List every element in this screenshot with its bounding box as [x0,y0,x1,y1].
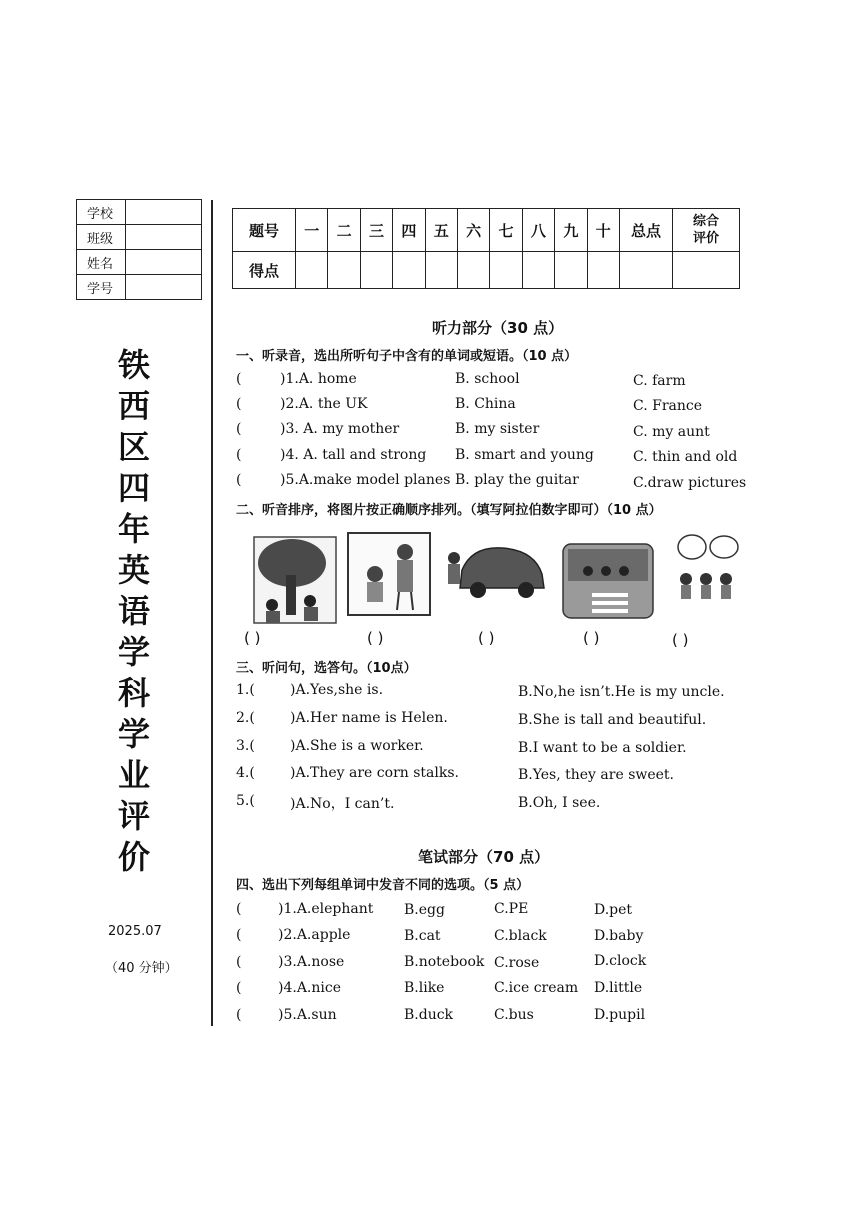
crosswalk-picture [562,543,654,619]
section3-title: 三、听问句，选答句。（10点） [236,661,417,676]
q1-option-a: )1.A. home [280,371,357,387]
score-cell[interactable] [457,252,489,289]
picture-order-blank[interactable]: ( ) [244,629,261,647]
answer-paren[interactable]: ( [236,901,242,917]
name-label: 姓名 [77,250,126,275]
student-id-field[interactable] [126,275,202,300]
score-col-8: 八 [522,209,554,252]
class-label: 班级 [77,225,126,250]
answer-paren[interactable]: ( [236,927,242,943]
p1-option-b: B.egg [404,902,445,918]
q2-answer-b: B.She is tall and beautiful. [518,712,707,728]
teacher-student-picture [347,532,431,616]
q4-option-b: B. smart and young [455,447,594,463]
q1-option-c: C. farm [633,373,686,389]
score-table [232,208,740,289]
q-number[interactable]: 4.( [236,765,255,781]
q4-option-c: C. thin and old [633,449,738,465]
school-field[interactable] [126,200,202,225]
score-cell[interactable] [490,252,522,289]
q5-option-a: )5.A.make model planes [280,472,451,488]
answer-paren[interactable]: ( [236,1007,242,1023]
car-repair-picture [442,540,548,602]
score-col-3: 三 [360,209,392,252]
answer-paren[interactable]: ( [236,371,242,387]
answer-paren[interactable]: ( [236,447,242,463]
title-char: 业 [117,756,150,794]
picture-order-blank[interactable]: ( ) [583,629,600,647]
q5-option-c: C.draw pictures [633,475,747,491]
p5-option-c: C.bus [494,1007,534,1023]
score-col-10: 十 [587,209,619,252]
q2-option-b: B. China [455,396,516,412]
q3-option-a: )3. A. my mother [280,421,400,437]
p5-option-d: D.pupil [594,1007,646,1023]
exam-date: 2025.07 [108,924,162,939]
q5-option-b: B. play the guitar [455,472,579,488]
name-field[interactable] [126,250,202,275]
score-col-1: 一 [296,209,328,252]
overall-line1: 综合 [692,214,719,229]
p1-option-c: C.PE [494,901,529,917]
class-field[interactable] [126,225,202,250]
score-cell[interactable] [393,252,425,289]
title-char: 四 [117,469,150,507]
exam-title-vertical [114,345,154,878]
p1-option-a: )1.A.elephant [278,901,374,917]
score-cell[interactable] [522,252,554,289]
score-cell[interactable] [360,252,392,289]
title-char: 铁 [117,346,150,384]
answer-paren[interactable]: ( [236,421,242,437]
picture-order-blank[interactable]: ( ) [672,631,689,649]
p5-option-a: )5.A.sun [278,1007,337,1023]
picture-order-blank[interactable]: ( ) [367,629,384,647]
score-header-label: 题号 [233,209,296,252]
score-cell[interactable] [673,252,740,289]
title-char: 英 [117,551,150,589]
score-cell[interactable] [425,252,457,289]
title-char: 价 [117,838,150,876]
title-char: 评 [117,797,150,835]
answer-paren[interactable]: ( [236,472,242,488]
tree-picnic-picture [252,535,338,625]
answer-paren[interactable]: ( [236,980,242,996]
q4-answer-a: )A.They are corn stalks. [290,765,459,781]
p3-option-c: C.rose [494,955,540,971]
q-number[interactable]: 5.( [236,793,255,809]
student-info-table [76,199,202,300]
score-col-5: 五 [425,209,457,252]
title-char: 区 [117,428,150,466]
p3-option-b: B.notebook [404,954,485,970]
q3-option-b: B. my sister [455,421,540,437]
listening-title: 听力部分（30 点） [432,319,564,337]
p5-option-b: B.duck [404,1007,454,1023]
p2-option-d: D.baby [594,928,644,944]
score-cell[interactable] [587,252,619,289]
school-label: 学校 [77,200,126,225]
p2-option-c: C.black [494,928,547,944]
title-char: 学 [117,715,150,753]
score-col-overall [673,209,740,252]
title-char: 科 [117,674,150,712]
score-col-2: 二 [328,209,360,252]
q2-answer-a: )A.Her name is Helen. [290,710,448,726]
score-row-label: 得点 [233,252,296,289]
section1-title: 一、听录音，选出所听句子中含有的单词或短语。（10 点） [236,349,578,364]
q4-option-a: )4. A. tall and strong [280,447,427,463]
q1-answer-b: B.No,he isn’t.He is my uncle. [518,684,725,700]
writing-title: 笔试部分（70 点） [418,848,550,866]
q5-answer-b: B.Oh, I see. [518,795,601,811]
q3-answer-b: B.I want to be a soldier. [518,740,687,756]
q-number[interactable]: 3.( [236,738,255,754]
score-col-6: 六 [457,209,489,252]
score-col-4: 四 [393,209,425,252]
p1-option-d: D.pet [594,902,633,918]
q4-answer-b: B.Yes, they are sweet. [518,767,675,783]
q-number[interactable]: 1.( [236,682,255,698]
p2-option-a: )2.A.apple [278,927,351,943]
q3-option-c: C. my aunt [633,424,710,440]
answer-paren[interactable]: ( [236,954,242,970]
student-id-label: 学号 [77,275,126,300]
q5-answer-a: )A.No，I can’t. [290,796,395,812]
q1-answer-a: )A.Yes,she is. [290,682,384,698]
margin-divider [211,200,213,1026]
p4-option-b: B.like [404,980,445,996]
p3-option-d: D.clock [594,953,647,969]
answer-paren[interactable]: ( [236,396,242,412]
children-thinking-picture [672,533,742,605]
score-cell[interactable] [328,252,360,289]
p2-option-b: B.cat [404,928,441,944]
score-col-total: 总点 [620,209,673,252]
score-cell[interactable] [555,252,587,289]
overall-line2: 评价 [692,231,719,246]
q1-option-b: B. school [455,371,520,387]
title-char: 学 [117,633,150,671]
score-col-9: 九 [555,209,587,252]
section4-title: 四、选出下列每组单词中发音不同的选项。（5 点） [236,878,530,893]
p4-option-a: )4.A.nice [278,980,341,996]
score-cell[interactable] [296,252,328,289]
title-char: 年 [117,510,150,548]
score-col-7: 七 [490,209,522,252]
title-char: 语 [117,592,150,630]
score-cell[interactable] [620,252,673,289]
q3-answer-a: )A.She is a worker. [290,738,424,754]
exam-duration: （40 分钟） [105,961,178,976]
picture-order-blank[interactable]: ( ) [478,629,495,647]
p4-option-d: D.little [594,980,643,996]
title-char: 西 [117,387,150,425]
p4-option-c: C.ice cream [494,980,579,996]
q-number[interactable]: 2.( [236,710,255,726]
p3-option-a: )3.A.nose [278,954,345,970]
q2-option-c: C. France [633,398,703,414]
section2-title: 二、听音排序，将图片按正确顺序排列。（填写阿拉伯数字即可）（10 点） [236,503,662,518]
q2-option-a: )2.A. the UK [280,396,368,412]
